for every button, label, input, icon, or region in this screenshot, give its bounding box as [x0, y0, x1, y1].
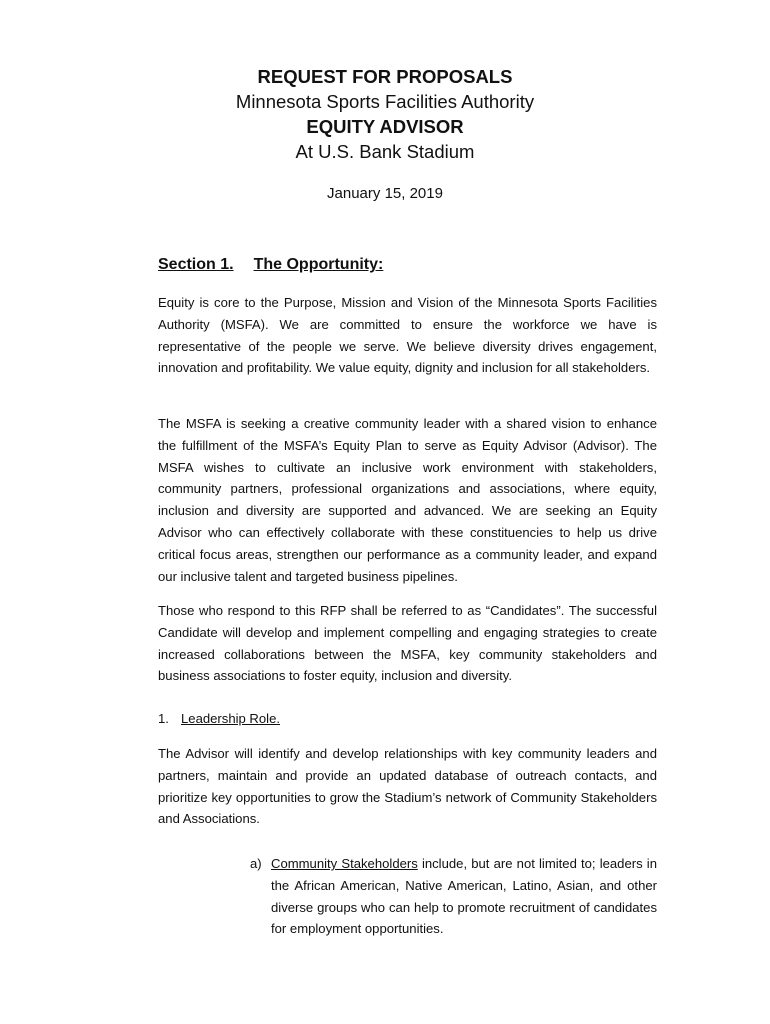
sub-item-text: include, but are not limited to; leaders in the African American, Native American, Latino, Asian, and other diverse groups who can help to promote recruitment of candidates for employment opportunities. [271, 856, 658, 937]
document-date: January 15, 2019 [327, 185, 443, 202]
section-heading [158, 256, 383, 274]
paragraph-advisor-role: The Advisor will identify and develop relationships with key community leaders and partners, maintain and provide an updated database of outreach contacts, and prioritize key opportunities to grow the Stadium’s network of Community Stakeholders and Associations. [158, 746, 657, 827]
list-item-leadership-role [158, 708, 280, 730]
section-number: Section 1. [158, 256, 234, 273]
section-title: The Opportunity: [253, 256, 384, 273]
document-header [0, 64, 770, 164]
list-item-number: 1. [158, 711, 169, 726]
paragraph-candidates: Those who respond to this RFP shall be referred to as “Candidates”. The successful Candidate will develop and implement compelling and engaging strategies to create increased collaborations between the MSFA, key community stakeholders and business associations to foster equity, inclusion and diversity. [158, 603, 657, 684]
organization-name: Minnesota Sports Facilities Authority [235, 91, 535, 112]
list-item-label: Leadership Role. [181, 711, 280, 726]
sub-item-marker: a) [250, 856, 262, 871]
sub-item-term: Community Stakeholders [271, 856, 418, 871]
position-title: EQUITY ADVISOR [306, 116, 464, 137]
location-line: At U.S. Bank Stadium [295, 141, 475, 162]
rfp-title: REQUEST FOR PROPOSALS [257, 66, 513, 87]
paragraph-equity-core: Equity is core to the Purpose, Mission and Vision of the Minnesota Sports Facilities Authority (MSFA). We are committed to ensure the workforce we have is representative of the people we serve. We believe diversity drives engagement, innovation and profitability. We value equity, dignity and inclusion for all stakeholders. [158, 295, 657, 376]
sub-item-community-stakeholders [250, 853, 657, 940]
paragraph-msfa-seeking: The MSFA is seeking a creative community leader with a shared vision to enhance the fulfillment of the MSFA’s Equity Plan to serve as Equity Advisor (Advisor). The MSFA wishes to cultivate an inclusive work environment with stakeholders, community partners, professional organizations and associations, where equity, inclusion and diversity are supported and advanced. We are seeking an Equity Advisor who can effectively collaborate with these constituencies to help us drive critical focus areas, strengthen our performance as a community leader, and expand our inclusive talent and targeted business pipelines. [158, 416, 657, 584]
sub-item-body [271, 853, 657, 940]
